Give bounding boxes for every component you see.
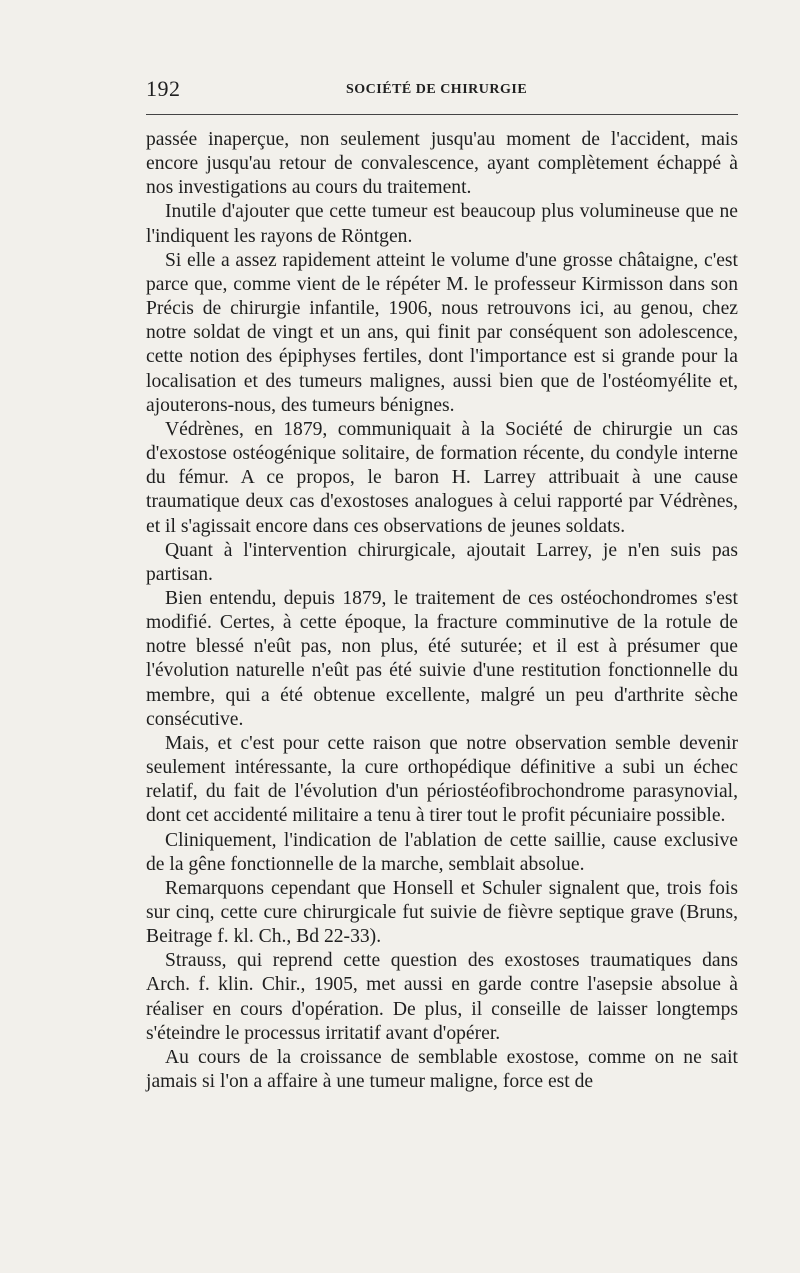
paragraph: Strauss, qui reprend cette question des exostoses traumatiques dans Arch. f. klin. Chir., 1905, met aussi en garde contre l'asepsie absolue à réaliser en cours d'opération. De plus, il conseille de laisser longtemps s'éteindre le processus irritatif avant d'opérer. [146, 950, 738, 1044]
page-number: 192 [146, 76, 181, 101]
paragraph: Cliniquement, l'indication de l'ablation de cette saillie, cause exclusive de la gêne fonctionnelle de la marche, semblait absolue. [146, 829, 738, 875]
header-rule [146, 114, 738, 115]
paragraph: Au cours de la croissance de semblable exostose, comme on ne sait jamais si l'on a affaire à une tumeur maligne, force est de [146, 1046, 738, 1093]
paragraph: Mais, et c'est pour cette raison que notre observation semble devenir seulement intéressante, la cure orthopédique définitive a subi un échec relatif, du fait de l'évolution d'un périostéofibrochondrome parasynovial, dont cet accidenté militaire a tenu à tirer tout le profit pécuniaire possible. [146, 732, 738, 827]
paragraph: passée inaperçue, non seulement jusqu'au moment de l'accident, mais encore jusqu'au retour de convalescence, ayant complètement échappé à nos investigations au cours du traitement. [146, 129, 738, 199]
paragraph: Si elle a assez rapidement atteint le volume d'une grosse châtaigne, c'est parce que, comme vient de le répéter M. le professeur Kirmisson dans son Précis de chirurgie infantile, 1906, nous retrouvons ici, au genou, chez notre soldat de vingt et un ans, qui finit par conséquent son adolescence, cette notion des épiphyses fertiles, dont l'importance est si grande pour la localisation et des tumeurs malignes, aussi bien que de l'ostéomyélite et, ajouterons-nous, des tumeurs bénignes. [146, 249, 738, 416]
page-header [146, 76, 738, 102]
running-head: SOCIÉTÉ DE CHIRURGIE [346, 82, 528, 97]
body-text [146, 128, 738, 1094]
paragraph: Védrènes, en 1879, communiquait à la Société de chirurgie un cas d'exostose ostéogénique solitaire, de formation récente, du condyle interne du fémur. A ce propos, le baron H. Larrey attribuait à une cause traumatique deux cas d'exostoses analogues à celui rapporté par Védrènes, et il s'agissait encore dans ces observations de jeunes soldats. [146, 418, 738, 537]
paragraph: Bien entendu, depuis 1879, le traitement de ces ostéochondromes s'est modifié. Certes, à cette époque, la fracture comminutive de la rotule de notre blessé n'eût pas, non plus, été suturée; et il est à présumer que l'évolution naturelle n'eût pas été suivie d'une restitution fonctionnelle du membre, qui a été obtenue excellente, malgré un peu d'arthrite sèche consécutive. [146, 587, 738, 730]
paragraph: Remarquons cependant que Honsell et Schuler signalent que, trois fois sur cinq, cette cure chirurgicale fut suivie de fièvre septique grave (Bruns, Beitrage f. kl. Ch., Bd 22-33). [146, 877, 738, 948]
paragraph: Quant à l'intervention chirurgicale, ajoutait Larrey, je n'en suis pas partisan. [146, 539, 738, 585]
paragraph: Inutile d'ajouter que cette tumeur est beaucoup plus volumineuse que ne l'indiquent les rayons de Röntgen. [146, 201, 738, 247]
